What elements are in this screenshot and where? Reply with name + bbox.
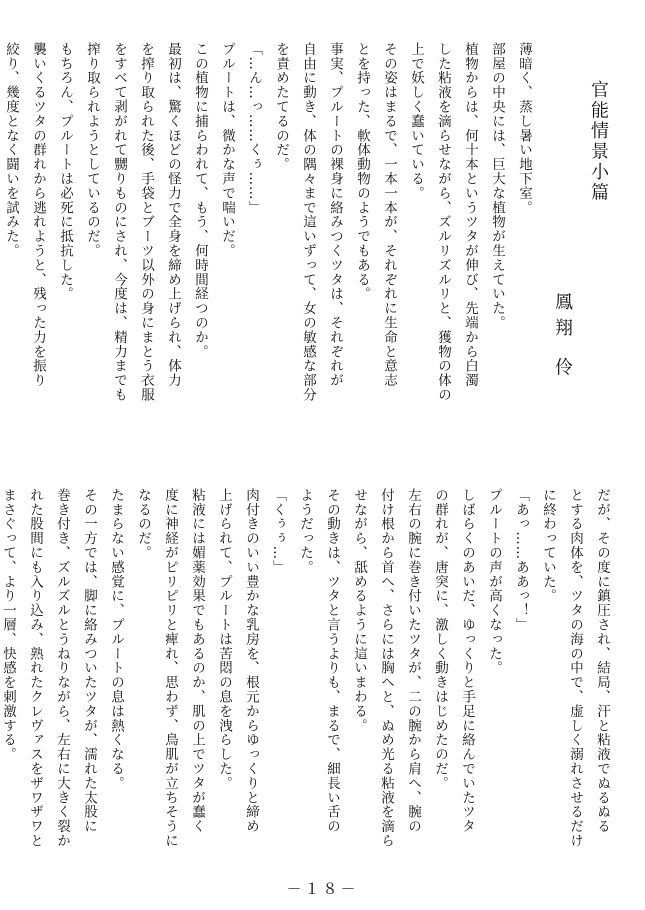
text-column: 左右の腕に巻き付いたツタが、二の腕から肩へ、腕の: [405, 488, 421, 834]
text-column: 最初は、驚くほどの怪力で全身を締め上げられ、体力: [165, 42, 181, 388]
text-column: ようだった。: [297, 488, 313, 575]
text-column: 上で妖しく蠢いている。: [408, 42, 424, 201]
text-column: 肉付きのいい豊かな乳房を、根元からゆっくりと締め: [243, 488, 259, 834]
text-column: 植物からは、何十本というツタが伸び、先端から白濁: [462, 42, 478, 388]
text-column: その姿はまるで、一本一本が、それぞれに生命と意志: [381, 42, 397, 388]
text-column: 「…ん…っ……くぅ……」: [246, 42, 262, 215]
text-column: この植物に捕らわれて、もう、何時間経つのか。: [192, 42, 208, 359]
text-column: その一方では、脚に絡みついたツタが、濡れた太股に: [81, 488, 97, 834]
text-column: たまらない感覚に、プルートの息は熱くなる。: [108, 488, 124, 791]
text-column: 上げられて、プルートは苦悶の息を洩らした。: [216, 488, 232, 791]
text-column: しばらくのあいだ、ゆっくりと手足に絡んでいたツタ: [459, 488, 475, 834]
text-column: 粘液には媚薬効果でもあるのか、肌の上でツタが蠢く: [189, 488, 205, 834]
text-column: れた股間にも入り込み、熟れたクレヴァスをザワザワと: [27, 488, 43, 848]
text-column: もちろん、プルートは必死に抵抗した。: [57, 42, 73, 302]
text-column: 「くぅぅ…」: [270, 488, 286, 575]
text-column: プルートは、微かな声で喘いだ。: [219, 42, 235, 258]
text-column: その動きは、ツタと言うよりも、まるで、細長い舌の: [324, 488, 340, 834]
lower-text-block: [0, 486, 615, 866]
author-name: 鳳翔 伶: [552, 292, 573, 384]
text-column: まさぐって、より一層、快感を刺激する。: [0, 488, 16, 762]
text-column: せながら、舐めるように這いまわる。: [351, 488, 367, 733]
text-column: 絞り、幾度となく闘いを試みた。: [3, 42, 19, 258]
story-title: 官能情景小篇: [588, 80, 609, 203]
text-column: を責めたてるのだ。: [273, 42, 289, 172]
text-column: 事実、プルートの裸身に絡みつくツタは、それぞれが: [327, 42, 343, 388]
upper-text-block: [3, 40, 615, 450]
text-column: 自由に動き、体の隅々まで這いずって、女の敏感な部分: [300, 42, 316, 402]
text-column: に終わっていた。: [540, 488, 556, 604]
text-column: 襲いくるツタの群れから逃れようと、残った力を振り: [30, 42, 46, 388]
text-column: だが、その度に鎮圧され、結局、汗と粘液でぬるぬる: [594, 488, 610, 834]
page-number: －１８－: [286, 880, 359, 898]
text-column: 度に神経がピリピリと痺れ、思わず、鳥肌が立ちそうに: [162, 488, 178, 848]
text-column: とする肉体を、ツタの海の中で、虚しく溺れさせるだけ: [567, 488, 583, 848]
text-column: とを持った、軟体動物のようでもある。: [354, 42, 370, 302]
text-column: の群れが、唐突に、激しく動きはじめたのだ。: [432, 488, 448, 791]
text-column: プルートの声が高くなった。: [486, 488, 502, 676]
text-column: 付け根から首へ、さらには胸へと、ぬめ光る粘液を滴ら: [378, 488, 394, 848]
text-column: した粘液を滴らせながら、ズルリズルリと、獲物の体の: [435, 42, 451, 402]
text-column: 薄暗く、蒸し暑い地下室。: [516, 42, 532, 215]
text-column: を搾り取られた後、手袋とブーツ以外の身にまとう衣服: [138, 42, 154, 402]
text-column: 部屋の中央には、巨大な植物が生えていた。: [489, 42, 505, 330]
text-column: 「あっ……ああっ！」: [513, 488, 529, 632]
text-column: 巻き付き、ズルズルとうねりながら、左右に大きく裂か: [54, 488, 70, 848]
text-column: 搾り取られようとしているのだ。: [84, 42, 100, 258]
text-column: をすべて剥がれて嬲りものにされ、今度は、精力までも: [111, 42, 127, 402]
text-column: なるのだ。: [135, 488, 151, 560]
